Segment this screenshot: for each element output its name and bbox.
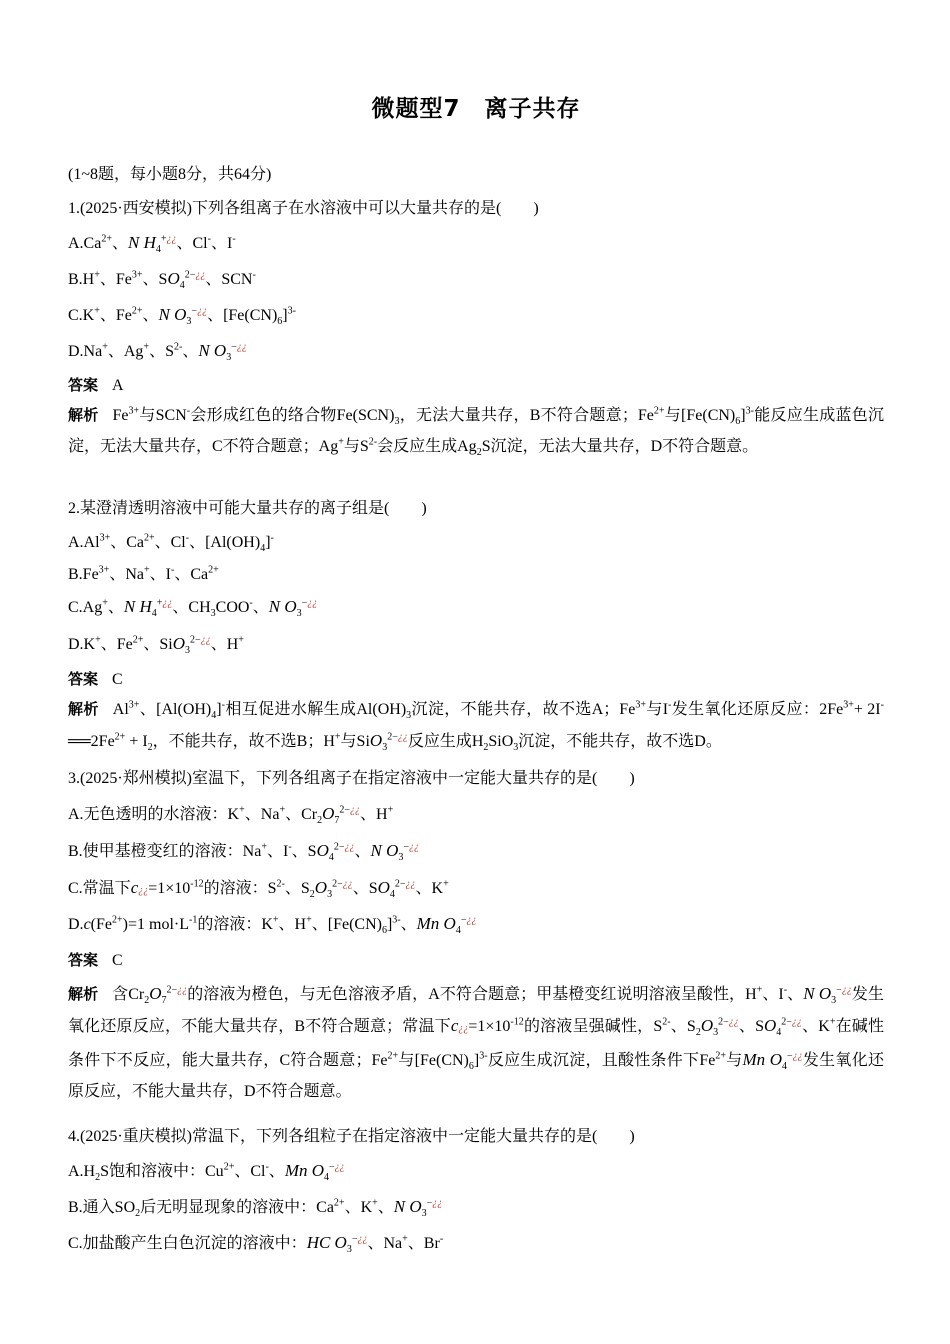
q3-option-b: B.使甲基橙变红的溶液：Na+、I-、$SO_4^{2-¿¿}$、N $O_3^{-¿¿}$ [68, 841, 420, 864]
q2-analysis: 解析 $Al^{3+}$、$[Al(OH)_4]^-$相互促进水解生成$Al(OH)_3$沉淀，不能共存，故不选A；$Fe^{3+}$与I-发生氧化还原反应：$2Fe^{3+}+$ $2I^-══2Fe^{2+} + I_2$，不能共存，故不选B；H+与SiO$_3^{2-¿¿}$反应生成$H_2SiO_3$沉淀，不能共存，故不选D。 [68, 699, 884, 754]
q4-stem: 4.(2025·重庆模拟)常温下，下列各组粒子在指定溶液中一定能大量共存的是( ) [68, 1128, 635, 1145]
q3-option-a: A.无色透明的水溶液：K+、Na+、$Cr_2O_7^{2-¿¿}$、H+ [68, 804, 394, 827]
q4-option-a: $A.H_2S$饱和溶液中：$Cu^{2+}$、Cl-、Mn $O_4^{-¿¿}$ [68, 1161, 345, 1184]
q3-option-d: $D.c(Fe^{2+})=1$ $mol\cdot L^{-1}$的溶液：K+、H+、$[Fe(CN)_6]^{3-}$、Mn $O_4^{-¿¿}$ [68, 914, 477, 937]
q2-stem: 2.某澄清透明溶液中可能大量共存的离子组是( ) [68, 500, 427, 517]
q3-option-c: C.常温下$c¿¿=1\times 10^{-12}$的溶液：$S^{2-}$、$S_2O_3^{2-¿¿}$、$SO_4^{2-¿¿}$、K+ [68, 878, 449, 901]
q3-answer: 答案 C [68, 951, 123, 969]
q1-analysis: 解析 $Fe^{3+}$与SCN-会形成红色的络合物$Fe(SCN)_3$，无法大量共存，B不符合题意；$Fe^{2+}$与$[Fe(CN)_6]^{3-}$能反应生成蓝色沉淀，无法大量共存，C不符合题意；Ag+与$S^{2-}$会反应生成$Ag_2S$沉淀，无法大量共存，D不符合题意。 [68, 405, 884, 459]
q1-stem: 1.(2025·西安模拟)下列各组离子在水溶液中可以大量共存的是( ) [68, 200, 539, 217]
q3-stem: 3.(2025·郑州模拟)室温下，下列各组离子在指定溶液中一定能大量共存的是( ) [68, 770, 635, 787]
q1-answer: 答案 A [68, 376, 124, 394]
q1-option-a: $A.Ca^{2+}$、N $H_4^{+¿¿}$、Cl-、I- [68, 233, 236, 256]
intro-text: (1~8题，每小题8分，共64分) [68, 166, 272, 183]
q3-analysis: 解析 含$Cr_2O_7^{2-¿¿}$的溶液为橙色，与无色溶液矛盾，A不符合题意；甲基橙变红说明溶液呈酸性，H+、I-、N $O_3^{-¿¿}$发生氧化还原反应，不能大量共存，B不符合题意；常温下$c¿¿=1\times 10^{-12}$的溶液呈强碱性，$S^{2-}$、$S_2O_3^{2-¿¿}$、$SO_4^{2-¿¿}$、K+在碱性条件下不反应，能大量共存，C符合题意；$Fe^{2+}$与$[Fe(CN)_6]^{3-}$反应生成沉淀，且酸性条件下$Fe^{2+}$与Mn $O_4^{-¿¿}$发生氧化还原反应，不能大量共存，D不符合题意。 [68, 984, 884, 1100]
q2-option-b: $B.Fe^{3+}$、Na+、I-、$Ca^{2+}$ [68, 564, 219, 583]
q2-option-d: D.K+、$Fe^{2+}$、SiO$_3^{2-¿¿}$、H+ [68, 634, 244, 657]
q4-option-c: C.加盐酸产生白色沉淀的溶液中：HC $O_3^{-¿¿}$、Na+、Br- [68, 1233, 444, 1256]
q4-option-b: B.通入$SO_2$后无明显现象的溶液中：$Ca^{2+}$、K+、N $O_3^{-¿¿}$ [68, 1197, 443, 1220]
q1-option-c: C.K+、$Fe^{2+}$、N $O_3^{-¿¿}$、$[Fe(CN)_6]^{3-}$ [68, 305, 296, 328]
q2-option-a: $A.Al^{3+}$、$Ca^{2+}$、Cl-、$[Al(OH)_4]^-$ [68, 532, 274, 555]
q1-option-b: B.H+、$Fe^{3+}$、$SO_4^{2-¿¿}$、SCN- [68, 269, 256, 292]
q2-option-c: C.Ag+、N $H_4^{+¿¿}$、$CH_3COO^-$、N $O_3^{-¿¿}$ [68, 597, 318, 620]
page-title: 微题型7 离子共存 [371, 96, 581, 122]
q2-answer: 答案 C [68, 670, 123, 688]
q1-option-d: D.Na+、Ag+、$S^{2-}$、N $O_3^{-¿¿}$ [68, 341, 247, 364]
